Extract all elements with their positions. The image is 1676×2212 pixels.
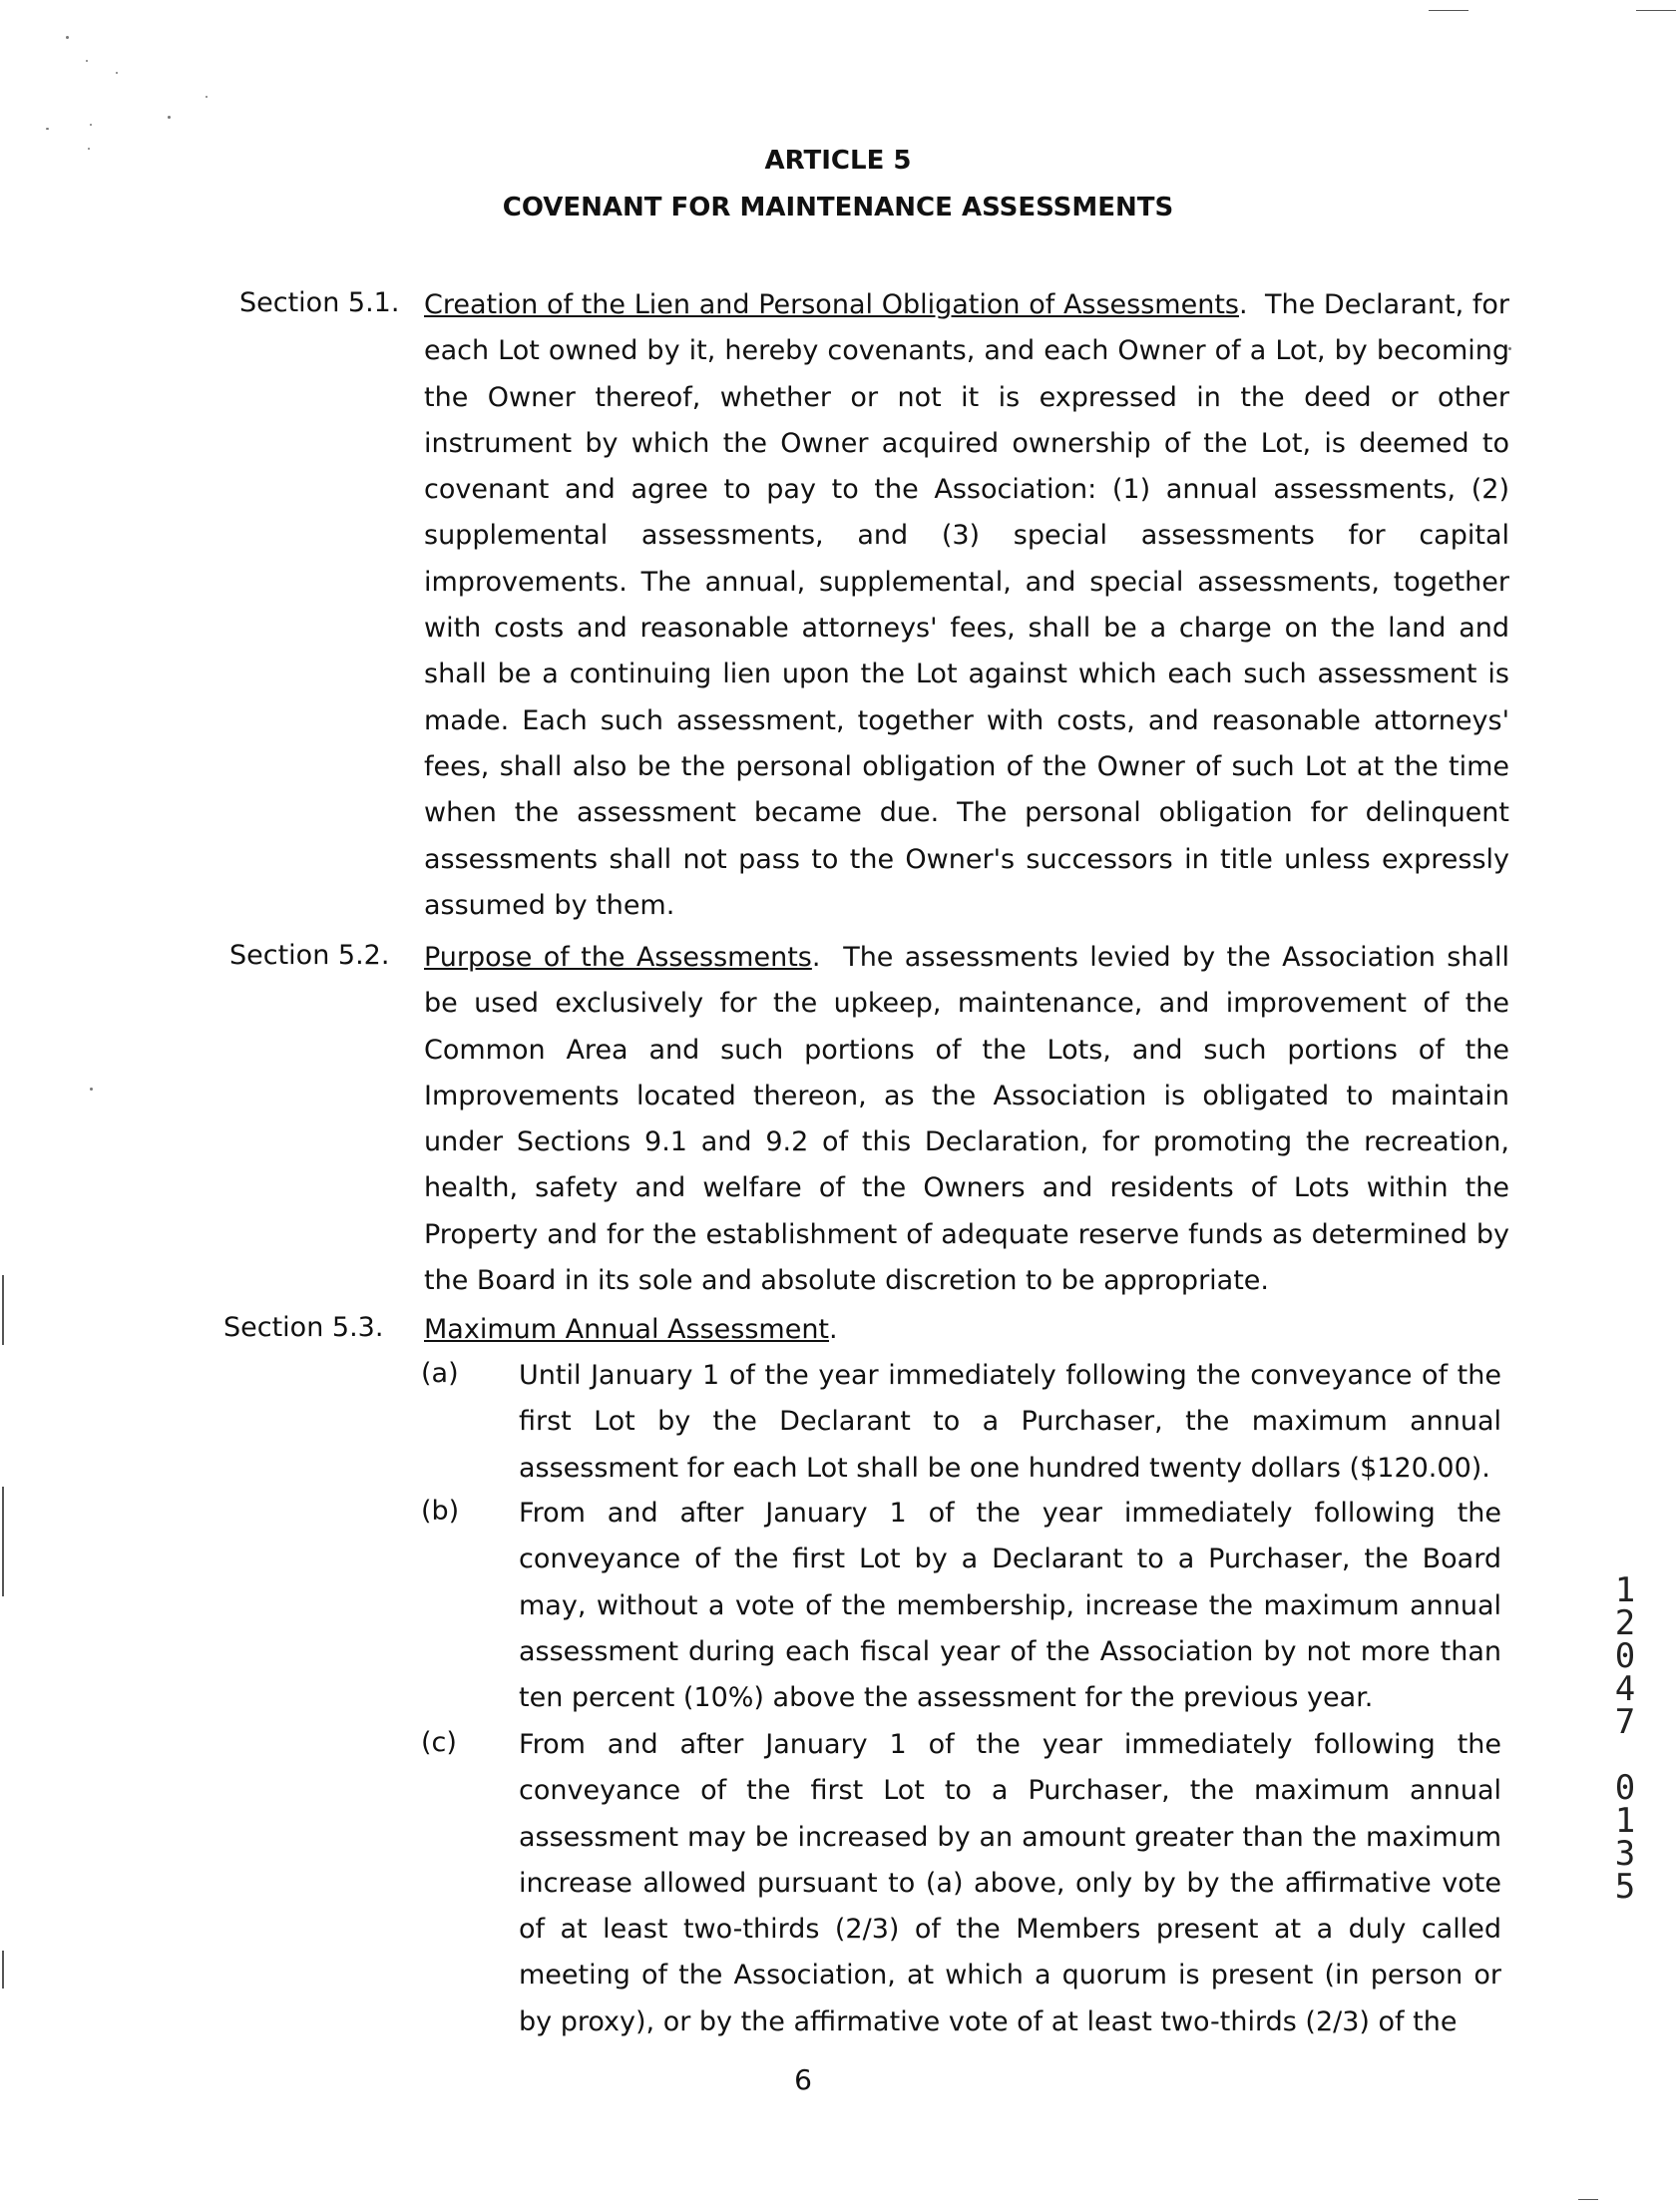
scan-margin-line	[2, 1487, 4, 1596]
scan-speck	[86, 60, 88, 62]
stamp-digit: 2	[1614, 1603, 1636, 1643]
stamp-digit: 1	[1614, 1570, 1636, 1610]
section-title: Purpose of the Assessments	[424, 942, 812, 973]
scan-speck	[168, 116, 171, 119]
stamp-digit: 0	[1614, 1768, 1636, 1808]
article-number: ARTICLE 5	[764, 146, 912, 176]
section-text: The Declarant, for each Lot owned by it, hereby covenants, and each Owner of a Lot, by becoming the Owner thereof, whether or not it is expressed in the deed or other instrument by which the Owner acquired ownership of the Lot, is deemed to covenant and agree to pay to the Association: (1) annual assessments, (2) supplemental assessments, and (3) special assessments for capital improvements. The annual, supplemental, and special assessments, together with costs and reasonable attorneys' fees, shall be a charge on the land and shall be a continuing lien upon the Lot against which each such assessment is made. Each such assessment, together with costs, and reasonable attorneys' fees, shall also be the personal obligation of the Owner of such Lot at the time when the assessment became due. The personal obligation for delinquent assessments shall not pass to the Owner's successors in title unless expressly assumed by them.	[424, 289, 1509, 921]
subsection-c-text: From and after January 1 of the year immediately following the conveyance of the first Lot to a Purchaser, the maximum annual assessment may be increased by an amount greater than the maximum increase allowed pursuant to (a) above, only by by the affirmative vote of at least two-thirds (2/3) of the Members present at a duly called meeting of the Association, at which a quorum is present (in person or by proxy), or by the affirmative vote of at least two-thirds (2/3) of the	[519, 1729, 1501, 2037]
scan-margin-line	[2, 1275, 4, 1345]
section-5-2-body: Purpose of the Assessments. The assessments levied by the Association shall be used exclusively for the upkeep, maintenance, and improvement of the Common Area and such portions of the Lots, and such portions of the Improvements located thereon, as the Association is obligated to maintain under Sections 9.1 and 9.2 of this Declaration, for promoting the recreation, health, safety and welfare of the Owners and residents of Lots within the Property and for the establishment of adequate reserve funds as determined by the Board in its sole and absolute discretion to be appropriate.	[424, 942, 1510, 1297]
subsection-label: (b)	[421, 1496, 460, 1527]
section-text: The assessments levied by the Association shall be used exclusively for the upkeep, maintenance, and improvement of the Common Area and such portions of the Lots, and such portions of the Improvements located thereon, as the Association is obligated to maintain under Sections 9.1 and 9.2 of this Declaration, for promoting the recreation, health, safety and welfare of the Owners and residents of Lots within the Property and for the establishment of adequate reserve funds as determined by the Board in its sole and absolute discretion to be appropriate.	[424, 942, 1510, 1297]
article-heading	[0, 138, 1676, 231]
stamp-digit: 5	[1614, 1867, 1636, 1907]
section-label: Section 5.1.	[239, 287, 400, 318]
page-number: 6	[794, 2063, 812, 2096]
section-title: Maximum Annual Assessment	[424, 1314, 830, 1345]
scan-margin-line	[2, 1951, 4, 1989]
recording-stamp	[1610, 1570, 1640, 1907]
scan-speck	[206, 96, 208, 98]
subsection-label: (a)	[421, 1358, 459, 1389]
section-title: Creation of the Lien and Personal Obligation of Assessments	[424, 289, 1239, 320]
scan-speck	[90, 124, 92, 126]
scan-edge-mark	[1578, 2199, 1598, 2200]
section-5-3-heading: Maximum Annual Assessment.	[424, 1314, 838, 1345]
stamp-digit: 1	[1614, 1801, 1636, 1841]
section-label: Section 5.2.	[229, 940, 390, 971]
scan-edge-mark	[1636, 10, 1676, 11]
stamp-digit: 7	[1614, 1702, 1636, 1742]
stamp-digit: 0	[1614, 1636, 1636, 1676]
section-5-1-body: Creation of the Lien and Personal Obligation of Assessments. The Declarant, for each Lot owned by it, hereby covenants, and each Owner of a Lot, by becoming the Owner thereof, whether or not it is expressed in the deed or other instrument by which the Owner acquired ownership of the Lot, is deemed to covenant and agree to pay to the Association: (1) annual assessments, (2) supplemental assessments, and (3) special assessments for capital improvements. The annual, supplemental, and special assessments, together with costs and reasonable attorneys' fees, shall be a charge on the land and shall be a continuing lien upon the Lot against which each such assessment is made. Each such assessment, together with costs, and reasonable attorneys' fees, shall also be the personal obligation of the Owner of such Lot at the time when the assessment became due. The personal obligation for delinquent assessments shall not pass to the Owner's successors in title unless expressly assumed by them.	[424, 289, 1509, 921]
subsection-a-text: Until January 1 of the year immediately following the conveyance of the first Lot by the Declarant to a Purchaser, the maximum annual assessment for each Lot shall be one hundred twenty dollars ($120.00).	[519, 1360, 1501, 1484]
article-title: COVENANT FOR MAINTENANCE ASSESSMENTS	[502, 193, 1174, 222]
scan-speck	[90, 1088, 93, 1091]
scan-speck	[46, 128, 49, 130]
stamp-digit: 4	[1614, 1669, 1636, 1709]
subsection-label: (c)	[421, 1727, 457, 1758]
scan-edge-mark	[1429, 10, 1468, 11]
section-label: Section 5.3.	[223, 1312, 384, 1343]
subsection-b-text: From and after January 1 of the year immediately following the conveyance of the first Lot by a Declarant to a Purchaser, the Board may, without a vote of the membership, increase the maximum annual assessment during each fiscal year of the Association by not more than ten percent (10%) above the assessment for the previous year.	[519, 1498, 1501, 1714]
scan-speck	[116, 72, 118, 74]
stamp-digit: 3	[1614, 1834, 1636, 1874]
scan-speck	[66, 36, 69, 39]
